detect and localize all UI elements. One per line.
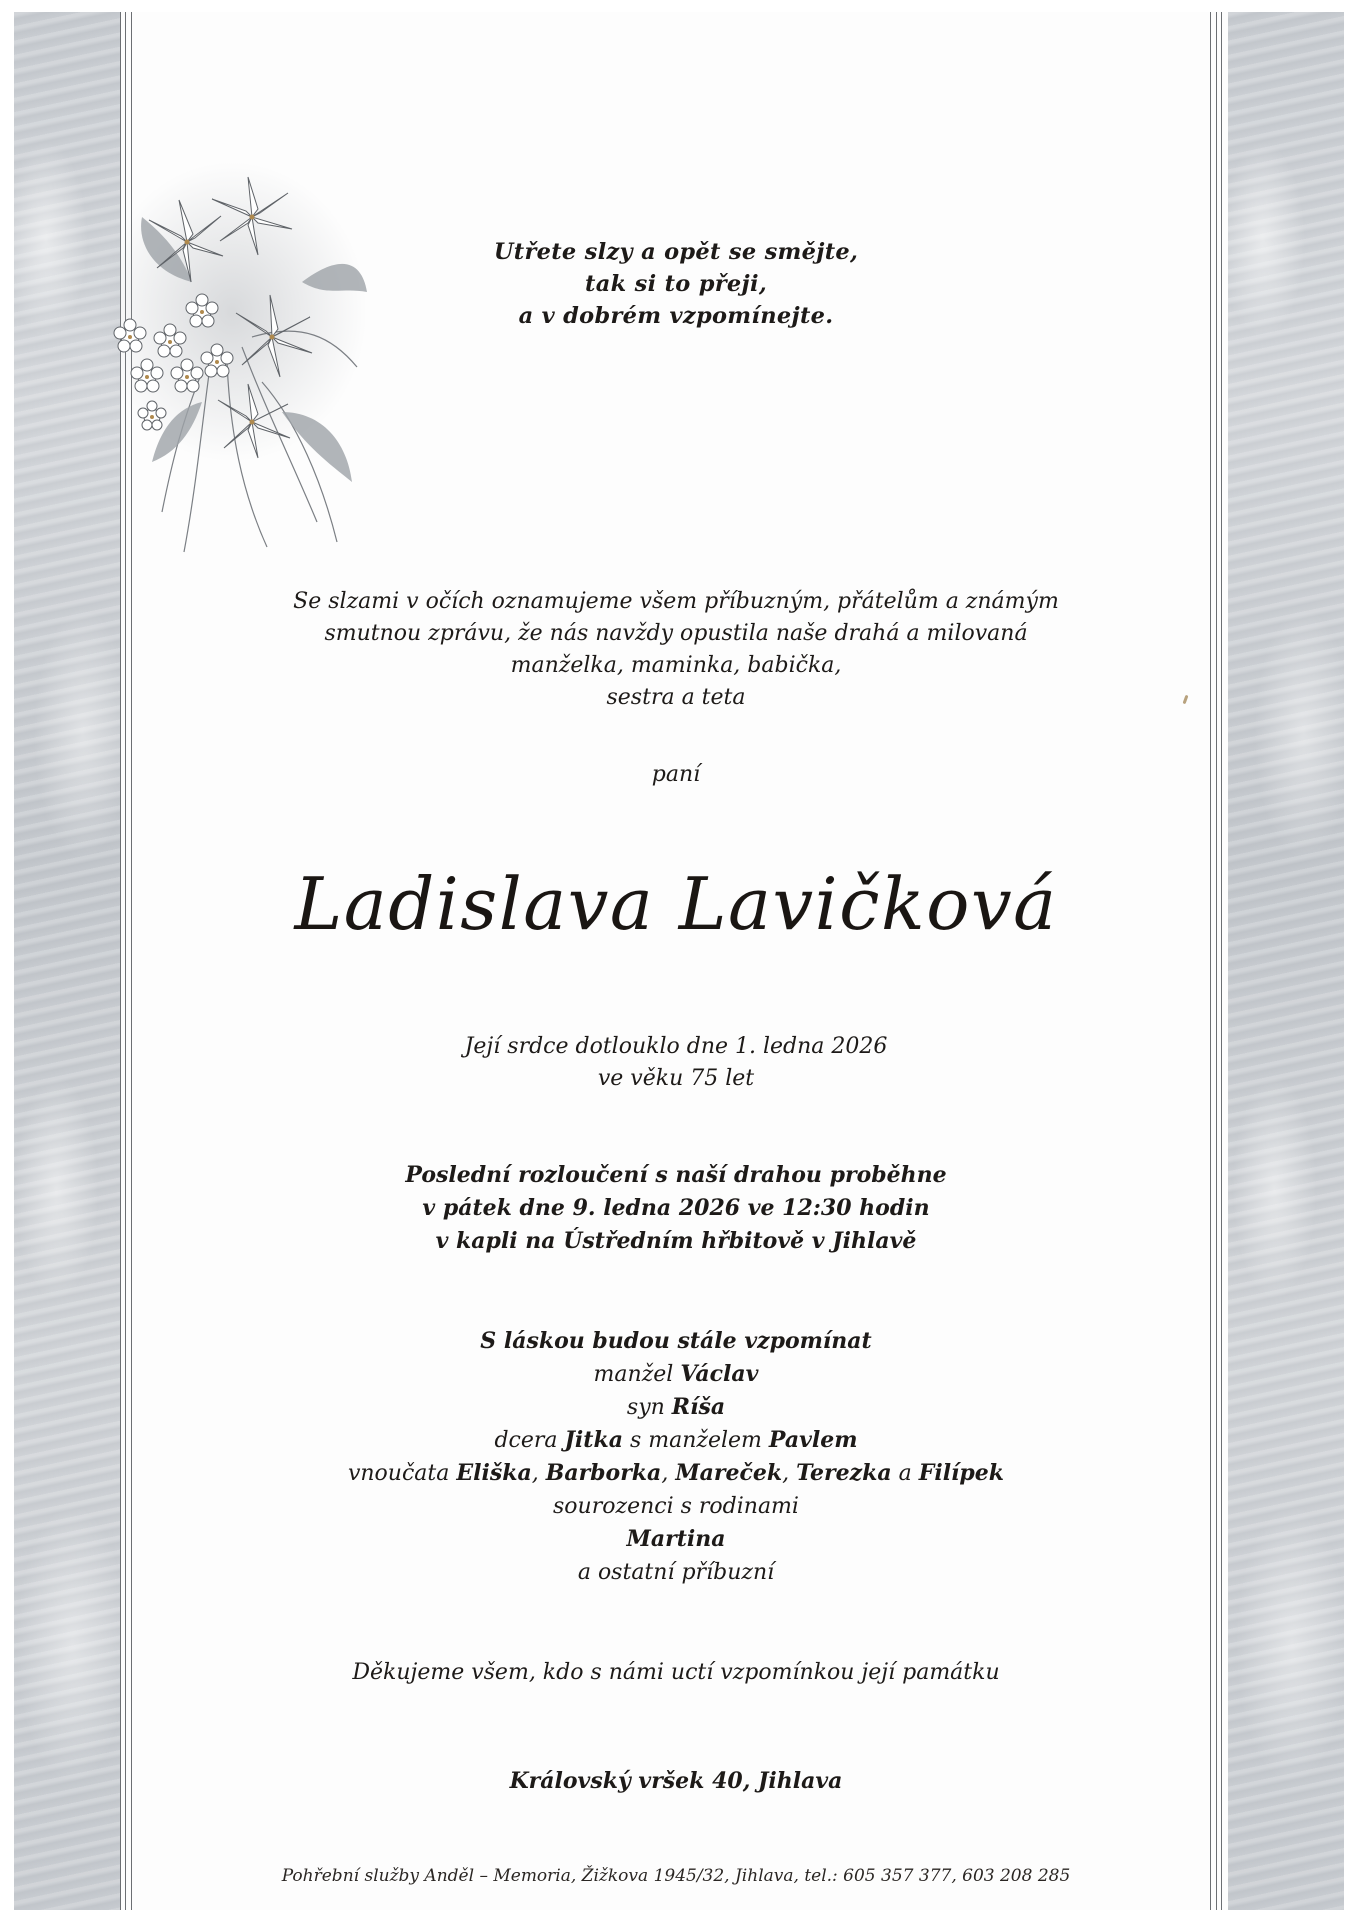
mourner-others: a ostatní příbuzní: [577, 1560, 775, 1585]
mourner-siblings: sourozenci s rodinami: [553, 1494, 799, 1519]
mourner-daughter: dcera Jitka s manželem Pavlem: [494, 1427, 858, 1453]
verse-line: Utřete slzy a opět se smějte,: [493, 239, 859, 265]
death-date-line: Její srdce dotlouklo dne 1. ledna 2026: [464, 1034, 888, 1059]
marble-border-right: [1228, 12, 1344, 1910]
death-announcement: [132, 586, 1220, 714]
mourner-grandchildren: vnoučata Eliška, Barborka, Mareček, Terezka a Filípek: [347, 1460, 1005, 1486]
age-line: ve věku 75 let: [597, 1066, 755, 1091]
announcement-line: sestra a teta: [606, 685, 746, 710]
border-rule: [1221, 12, 1222, 1910]
funeral-service-footer: Pohřební služby Anděl – Memoria, Žižkova 1945/32, Jihlava, tel.: 605 357 377, 603 208 285: [281, 1866, 1071, 1886]
mourner-sibling-name: Martina: [626, 1526, 726, 1552]
mourners-list: [132, 1325, 1220, 1589]
death-info: [132, 1031, 1220, 1095]
memorial-verse: [132, 236, 1220, 332]
funeral-details: [132, 1159, 1220, 1258]
announcement-line: Se slzami v očích oznamujeme všem příbuzným, přátelům a známým: [293, 589, 1059, 614]
obituary-sheet: [14, 12, 1344, 1910]
announcement-line: smutnou zprávu, že nás navždy opustila naše drahá a milovaná: [324, 621, 1028, 646]
verse-line: tak si to přeji,: [585, 271, 767, 297]
deceased-name: Ladislava Lavičková: [294, 862, 1058, 946]
mourner-son: syn Ríša: [626, 1394, 726, 1420]
funeral-line: v pátek dne 9. ledna 2026 ve 12:30 hodin: [422, 1195, 930, 1221]
mourners-heading: S láskou budou stále vzpomínat: [480, 1328, 872, 1354]
thanks-note: Děkujeme všem, kdo s námi uctí vzpomínkou její památku: [352, 1660, 1000, 1685]
mourner-husband: manžel Václav: [593, 1361, 759, 1387]
lily-bouquet-illustration: [92, 162, 372, 557]
announcement-line: manželka, maminka, babička,: [510, 653, 842, 678]
funeral-line: Poslední rozloučení s naší drahou proběhne: [405, 1162, 947, 1188]
verse-line: a v dobrém vzpomínejte.: [518, 303, 834, 329]
family-address: Královský vršek 40, Jihlava: [509, 1768, 843, 1794]
funeral-line: v kapli na Ústředním hřbitově v Jihlavě: [435, 1228, 917, 1254]
honorific: paní: [651, 762, 701, 787]
